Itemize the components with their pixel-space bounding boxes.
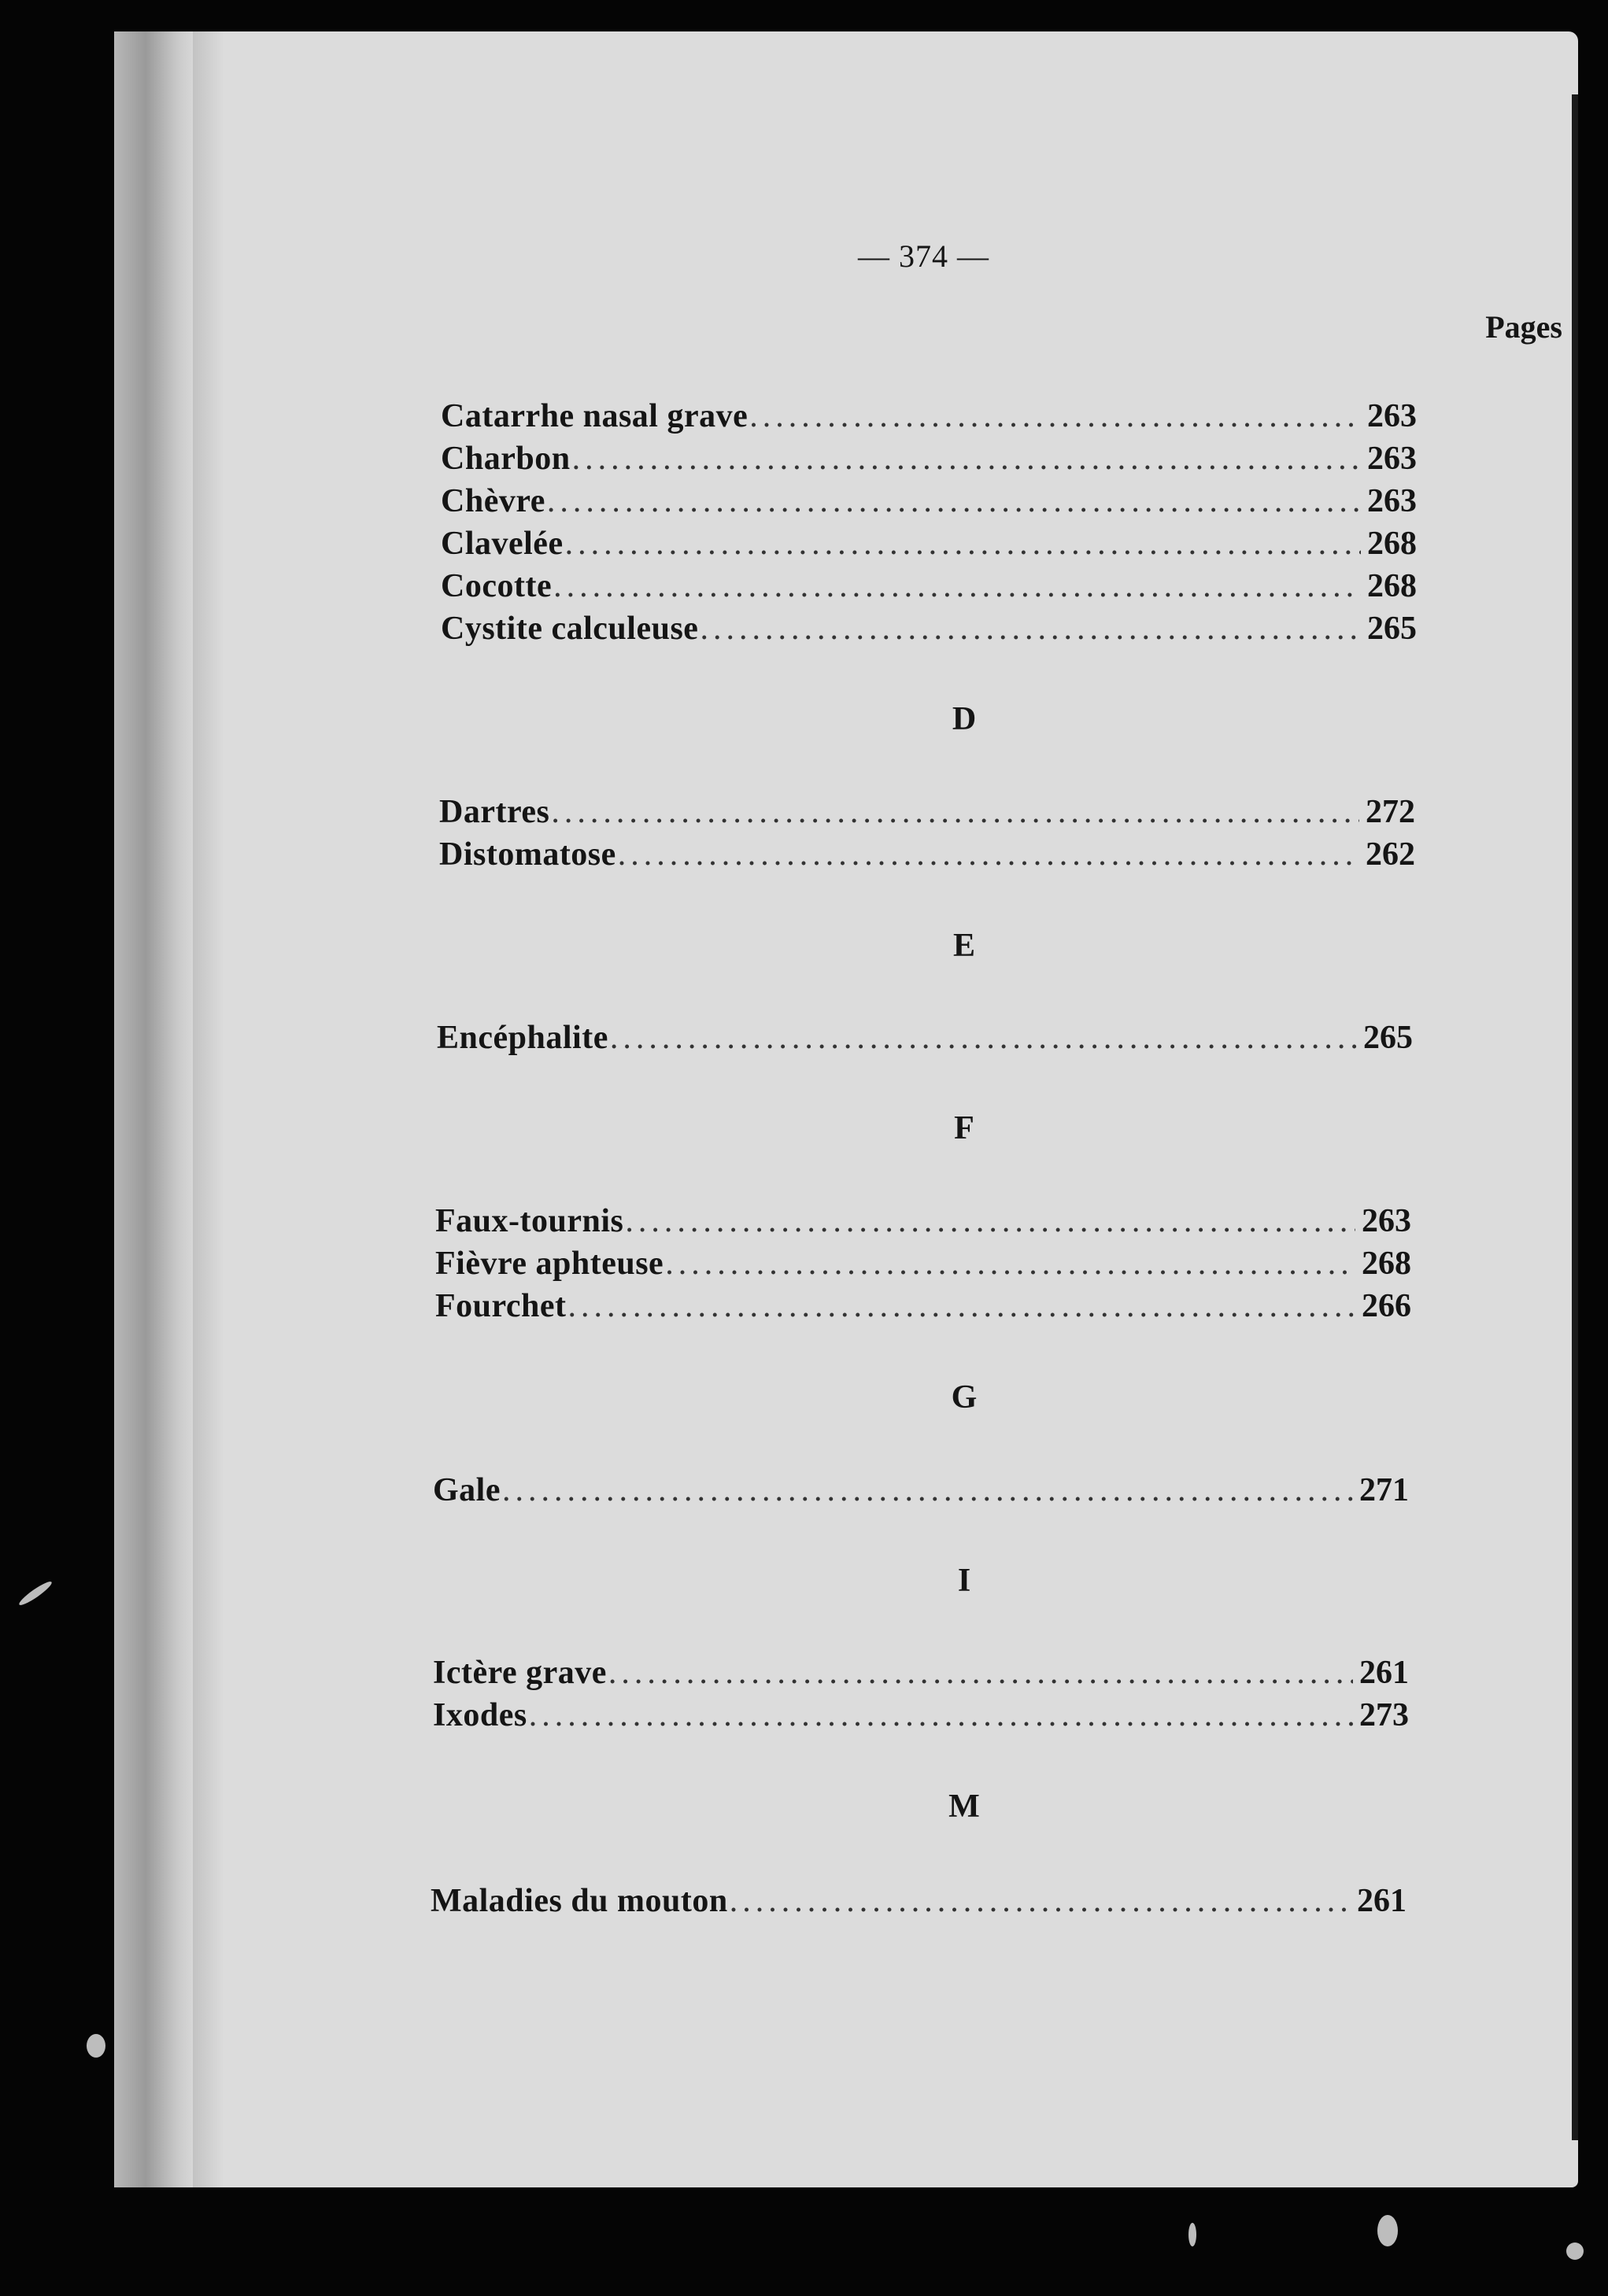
index-entry (441, 567, 1417, 608)
entry-page: 261 (1357, 1883, 1407, 1919)
index-entry (441, 610, 1417, 651)
entry-name: Distomatose (439, 836, 616, 873)
index-entry (435, 1245, 1411, 1286)
entry-page: 263 (1367, 398, 1417, 434)
scan-artifact (1566, 2242, 1584, 2260)
dot-leader (572, 440, 1361, 478)
dot-leader (730, 1882, 1351, 1920)
dot-leader (565, 525, 1361, 563)
dot-leader (618, 836, 1359, 873)
dot-leader (502, 1471, 1353, 1509)
dot-leader (551, 793, 1359, 831)
index-entry (439, 836, 1415, 877)
dot-leader (625, 1202, 1355, 1240)
book-page (114, 31, 1578, 2187)
entry-page: 263 (1367, 441, 1417, 477)
scan-artifact (1377, 2215, 1398, 2246)
section-letter-m: M (948, 1788, 980, 1825)
entry-name: Clavelée (441, 526, 564, 562)
dot-leader (749, 397, 1361, 435)
dot-leader (529, 1696, 1353, 1734)
entry-page: 263 (1367, 483, 1417, 519)
entry-name: Encéphalite (437, 1020, 608, 1056)
entry-name: Ixodes (433, 1697, 527, 1733)
dot-leader (547, 482, 1361, 520)
section-letter-e: E (952, 928, 975, 964)
index-entry (435, 1202, 1411, 1243)
scan-artifact (1188, 2223, 1196, 2246)
entry-name: Ictère grave (433, 1655, 607, 1691)
index-entry (433, 1654, 1409, 1695)
entry-name: Fièvre aphteuse (435, 1246, 664, 1282)
entry-page: 272 (1366, 794, 1415, 830)
entry-name: Cystite calculeuse (441, 611, 699, 647)
dot-leader (553, 567, 1361, 605)
entry-name: Faux-tournis (435, 1203, 624, 1239)
index-entry (441, 525, 1417, 566)
index-entry (441, 397, 1417, 438)
entry-page: 266 (1362, 1288, 1411, 1324)
index-entry (433, 1471, 1409, 1512)
entry-name: Gale (433, 1472, 501, 1508)
entry-page: 273 (1359, 1697, 1409, 1733)
entry-name: Cocotte (441, 568, 553, 604)
index-text-block (114, 31, 1578, 2187)
pages-column-header: Pages (1485, 309, 1562, 345)
index-entry (435, 1287, 1411, 1328)
section-letter-d: D (952, 701, 977, 737)
scan-artifact (17, 1579, 54, 1608)
section-letter-f: F (954, 1110, 974, 1146)
dot-leader (608, 1654, 1353, 1692)
entry-page: 262 (1366, 836, 1415, 873)
entry-page: 268 (1362, 1246, 1411, 1282)
index-entry (431, 1882, 1407, 1923)
entry-page: 265 (1363, 1020, 1413, 1056)
entry-name: Dartres (439, 794, 550, 830)
entry-page: 261 (1359, 1655, 1409, 1691)
scan-artifact (87, 2034, 105, 2058)
entry-name: Chèvre (441, 483, 545, 519)
entry-name: Maladies du mouton (431, 1883, 728, 1919)
entry-name: Fourchet (435, 1288, 567, 1324)
index-entry (441, 482, 1417, 523)
entry-page: 271 (1359, 1472, 1409, 1508)
entry-name: Catarrhe nasal grave (441, 398, 749, 434)
entry-name: Charbon (441, 441, 571, 477)
index-entry (441, 440, 1417, 481)
section-letter-g: G (951, 1379, 978, 1416)
entry-page: 265 (1367, 611, 1417, 647)
index-entry (439, 793, 1415, 834)
dot-leader (665, 1245, 1355, 1283)
entry-page: 268 (1367, 526, 1417, 562)
section-letter-i: I (957, 1563, 971, 1599)
index-entry (437, 1019, 1413, 1060)
dot-leader (700, 610, 1361, 648)
page-number: — 374 — (858, 238, 989, 274)
dot-leader (568, 1287, 1355, 1325)
dot-leader (610, 1019, 1357, 1057)
entry-page: 268 (1367, 568, 1417, 604)
index-entry (433, 1696, 1409, 1737)
entry-page: 263 (1362, 1203, 1411, 1239)
